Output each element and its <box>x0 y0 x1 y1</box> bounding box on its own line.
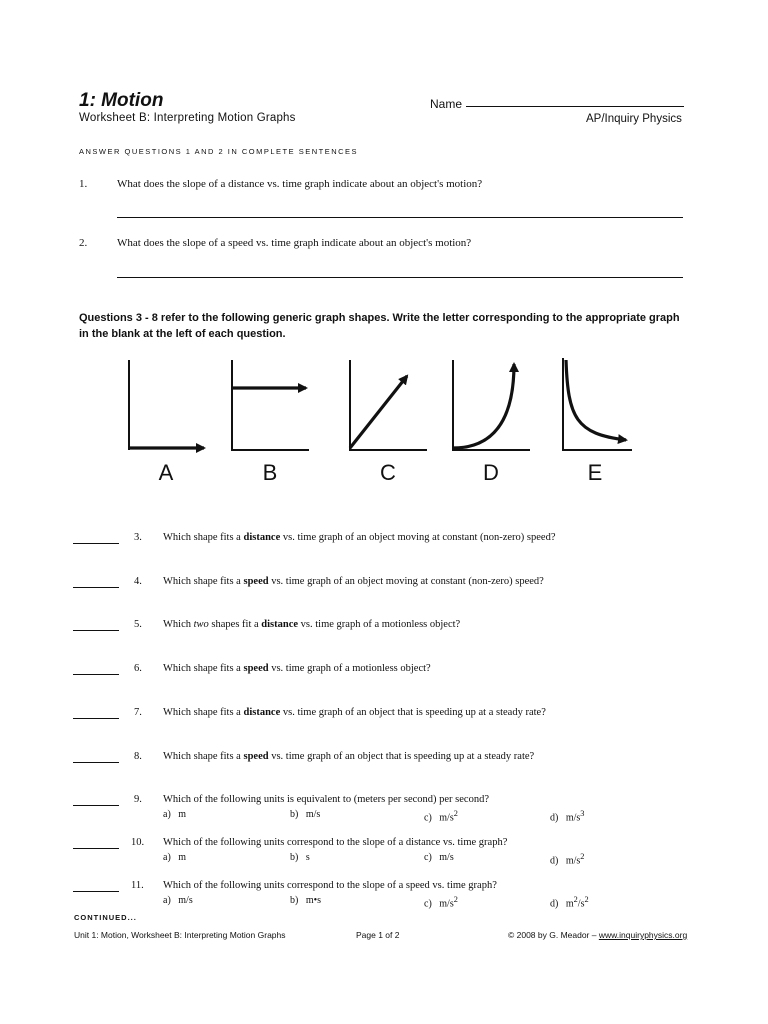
footer-left: Unit 1: Motion, Worksheet B: Interpreting Motion Graphs <box>74 930 286 940</box>
answer-line <box>117 217 683 218</box>
question-number: 4. <box>134 576 142 587</box>
footer-copyright: © 2008 by G. Meador – www.inquiryphysics.org <box>508 930 688 940</box>
answer-blank[interactable] <box>73 891 119 892</box>
option-d: d) $m/s^2$ <box>550 852 585 867</box>
answer-blank[interactable] <box>73 543 119 544</box>
question-text: Which of the following units correspond to the slope of a distance vs. time graph? <box>163 837 508 848</box>
question-number: 5. <box>134 619 142 630</box>
option-d: d) $m^2/s^2$ <box>550 895 589 910</box>
question-text: Which shape fits a distance vs. time graph of an object that is speeding up at a steady rate? <box>163 707 546 718</box>
worksheet-subtitle: Worksheet B: Interpreting Motion Graphs <box>79 112 296 124</box>
instructions: ANSWER QUESTIONS 1 AND 2 IN COMPLETE SENTENCES <box>79 147 359 156</box>
graph-letter-a: A <box>158 460 174 485</box>
answer-blank[interactable] <box>73 630 119 631</box>
graph-d <box>453 360 530 450</box>
graph-b <box>232 360 309 450</box>
answer-blank[interactable] <box>73 805 119 806</box>
graph-e <box>563 358 632 450</box>
question-text: What does the slope of a distance vs. time graph indicate about an object's motion? <box>117 178 483 190</box>
question-number: 2. <box>79 237 88 249</box>
graph-c <box>350 360 427 450</box>
question-number: 3. <box>134 532 142 543</box>
question-number: 10. <box>131 837 145 848</box>
footer-page-number: Page 1 of 2 <box>356 930 400 940</box>
answer-blank[interactable] <box>73 848 119 849</box>
question-text: What does the slope of a speed vs. time graph indicate about an object's motion? <box>117 237 472 249</box>
graph-letter-c: C <box>380 460 396 485</box>
option-d: d) $m/s^3$ <box>550 809 585 824</box>
website-link[interactable]: www.inquiryphysics.org <box>598 930 688 940</box>
question-text: Which of the following units is equivalent to (meters per second) per second? <box>163 794 489 805</box>
option-a: a) m <box>163 852 187 863</box>
option-a: a) m/s <box>163 895 193 906</box>
graph-letter-b: B <box>262 460 278 485</box>
question-number: 6. <box>134 663 142 674</box>
option-c: c) m/s <box>424 852 454 863</box>
graph-a <box>129 360 204 450</box>
name-label: Name <box>430 97 463 111</box>
option-b: b) s <box>290 852 310 863</box>
question-text: Which shape fits a speed vs. time graph of an object moving at constant (non-zero) speed? <box>163 576 544 587</box>
section-intro: Questions 3 - 8 refer to the following generic graph shapes. Write the letter corresponding to the appropriate graph in the blank at the left of each question. <box>79 312 680 340</box>
option-b: b) m/s <box>290 809 321 820</box>
question-number: 9. <box>134 794 142 805</box>
question-text: Which shape fits a distance vs. time graph of an object moving at constant (non-zero) speed? <box>163 532 556 543</box>
page-title: 1: Motion <box>79 90 164 111</box>
option-a: a) m <box>163 809 187 820</box>
continued-label: CONTINUED... <box>74 913 137 922</box>
option-b: b) m•s <box>290 895 322 906</box>
answer-blank[interactable] <box>73 718 119 719</box>
answer-blank[interactable] <box>73 762 119 763</box>
question-number: 7. <box>134 707 142 718</box>
answer-blank[interactable] <box>73 674 119 675</box>
graph-letter-d: D <box>483 460 499 485</box>
question-text: Which two shapes fit a distance vs. time graph of a motionless object? <box>163 619 461 630</box>
answer-blank[interactable] <box>73 587 119 588</box>
question-text: Which shape fits a speed vs. time graph of a motionless object? <box>163 663 431 674</box>
answer-line <box>117 277 683 278</box>
question-number: 1. <box>79 178 88 190</box>
question-text: Which of the following units correspond to the slope of a speed vs. time graph? <box>163 880 497 891</box>
question-number: 8. <box>134 751 142 762</box>
option-c: c) $m/s^2$ <box>424 895 458 910</box>
graph-letter-e: E <box>587 460 603 485</box>
question-text: Which shape fits a speed vs. time graph of an object that is speeding up at a steady rate? <box>163 751 535 762</box>
question-number: 11. <box>131 880 144 891</box>
graph-shapes-figure <box>120 352 640 462</box>
option-c: c) $m/s^2$ <box>424 809 458 824</box>
name-line <box>466 106 684 107</box>
course-label: AP/Inquiry Physics <box>586 113 682 125</box>
